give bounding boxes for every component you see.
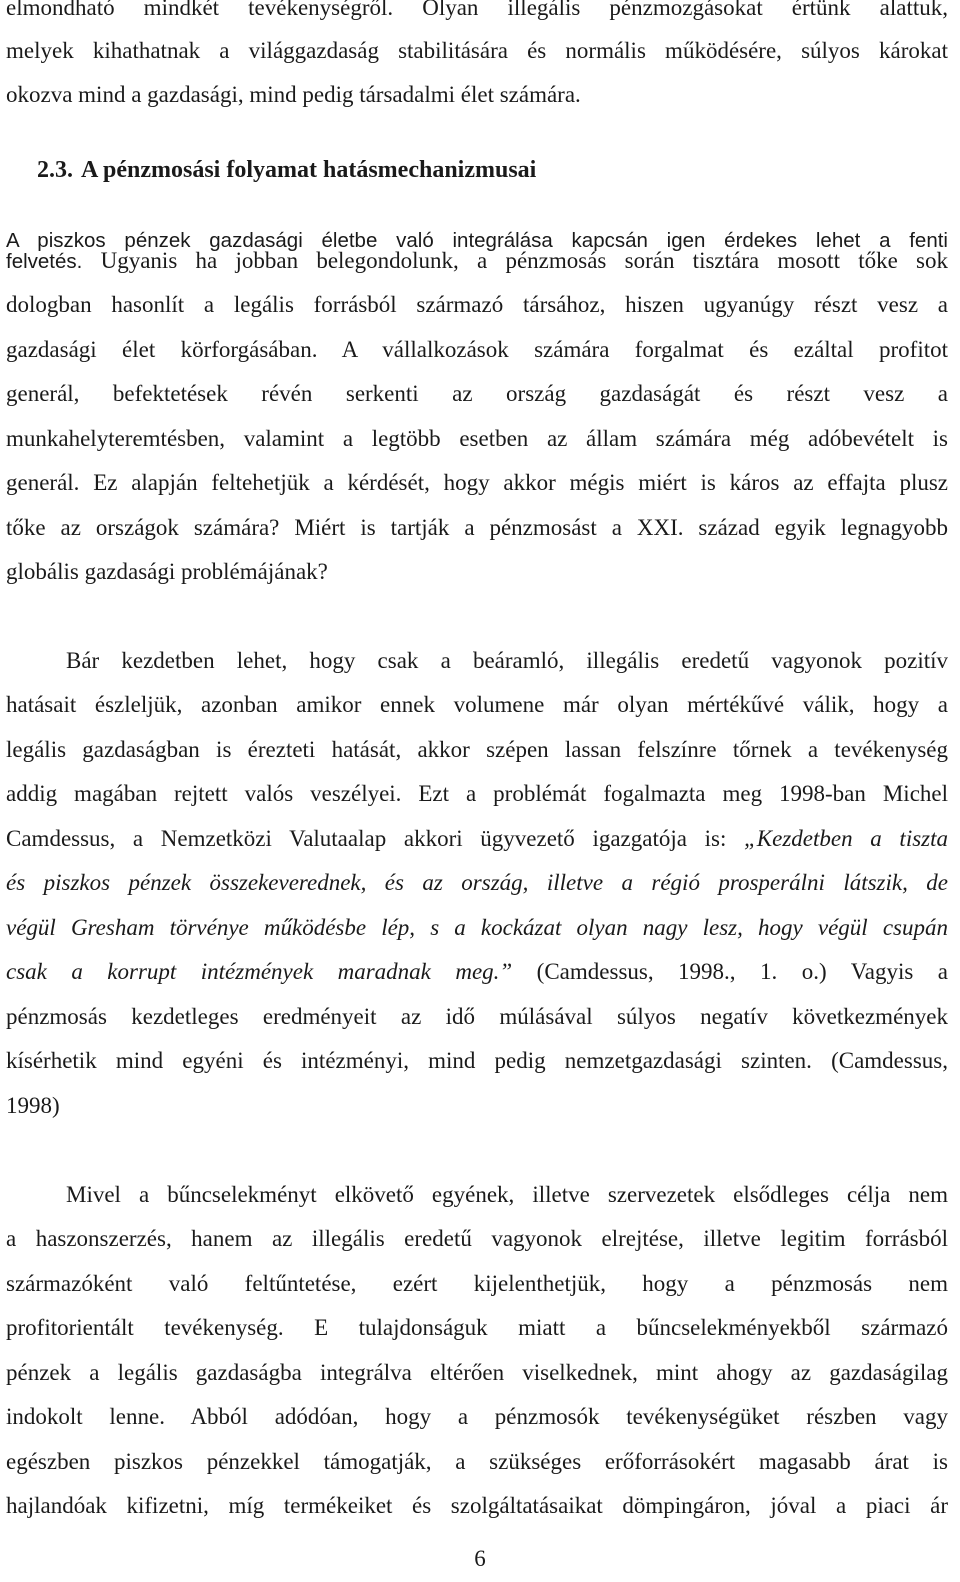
quote-text: „Kezdetben a tiszta	[744, 826, 949, 851]
text-line: pénzek a legális gazdaságba integrálva eltérően viselkednek, mint ahogy az gazdaságilag	[6, 1360, 948, 1385]
text-line: Bár kezdetben lehet, hogy csak a beáramló, illegális eredetű vagyonok pozitív	[66, 648, 948, 673]
text-line: generál, befektetések révén serkenti az ország gazdaságát és részt vesz a	[6, 381, 948, 406]
text-line	[6, 868, 948, 898]
text-fragment: felvetés.	[6, 250, 83, 273]
text-line: profitorientált tevékenység. E tulajdonságuk miatt a bűncselekményekből származó	[6, 1315, 948, 1340]
text-line	[6, 824, 948, 854]
text-line: pénzmosás kezdetleges eredményeit az idő múlásával súlyos negatív következmények	[6, 1004, 948, 1029]
text-line: dologban hasonlít a legális forrásból származó társához, hiszen ugyanúgy részt vesz a	[6, 292, 948, 317]
quote-text: és piszkos pénzek összekeverednek, és az ország, illetve a régió prosperálni látszik, de	[6, 870, 948, 895]
text-fragment: Camdessus, a Nemzetközi Valutaalap akkori ügyvezető igazgatója is:	[6, 826, 745, 851]
text-line: globális gazdasági problémájának?	[6, 559, 328, 584]
page-number: 6	[474, 1546, 486, 1571]
text-line	[6, 246, 948, 277]
text-line: tőke az országok számára? Miért is tartják a pénzmosást a XXI. század egyik legnagyobb	[6, 515, 948, 540]
text-line: a haszonszerzés, hanem az illegális eredetű vagyonok elrejtése, illetve legitim forrásból	[6, 1226, 948, 1251]
text-line: melyek kihathatnak a világgazdaság stabilitására és normális működésére, súlyos károkat	[6, 38, 948, 63]
text-fragment: Ugyanis ha jobban belegondolunk, a pénzmosás során tisztára mosott tőke sok	[100, 248, 949, 273]
text-line	[6, 913, 948, 943]
text-line: egészben piszkos pénzekkel támogatják, a szükséges erőforrásokért magasabb árat is	[6, 1449, 948, 1474]
citation: (Camdessus, 1998., 1. o.) Vagyis a	[512, 959, 948, 984]
text-line: gazdasági élet körforgásában. A vállalkozások számára forgalmat és ezáltal profitot	[6, 337, 948, 362]
text-line: elmondható mindkét tevékenységről. Olyan illegális pénzmozgásokat értünk alattuk,	[6, 0, 948, 20]
text-line: generál. Ez alapján feltehetjük a kérdését, hogy akkor mégis miért is káros az effajta plusz	[6, 470, 948, 495]
section-heading	[37, 154, 536, 186]
text-line: A piszkos pénzek gazdasági életbe való integrálása kapcsán igen érdekes lehet a fenti	[6, 229, 948, 252]
section-title: A pénzmosási folyamat hatásmechanizmusai	[81, 157, 537, 183]
text-line: legális gazdaságban is érezteti hatását, akkor szépen lassan felszínre tőrnek a tevékenység	[6, 737, 948, 762]
text-line: indokolt lenne. Abból adódóan, hogy a pénzmosók tevékenységüket részben vagy	[6, 1404, 948, 1429]
quote-text: csak a korrupt intézmények maradnak meg.”	[6, 959, 513, 984]
quote-text: végül Gresham törvénye működésbe lép, s a kockázat olyan nagy lesz, hogy végül csupán	[6, 915, 948, 940]
text-line: munkahelyteremtésben, valamint a legtöbb esetben az állam számára még adóbevételt is	[6, 426, 948, 451]
text-line: hajlandóak kifizetni, míg termékeiket és szolgáltatásaikat dömpingáron, jóval a piaci ár	[6, 1493, 948, 1518]
text-line: 1998)	[6, 1093, 60, 1118]
text-line: Mivel a bűncselekményt elkövető egyének, illetve szervezetek elsődleges célja nem	[66, 1182, 948, 1207]
section-number: 2.3.	[37, 157, 73, 183]
text-line: addig magában rejtett valós veszélyei. Ezt a problémát fogalmazta meg 1998-ban Michel	[6, 781, 948, 806]
text-line: okozva mind a gazdasági, mind pedig társadalmi élet számára.	[6, 82, 581, 107]
text-line	[6, 957, 948, 987]
text-line: kísérhetik mind egyéni és intézményi, mind pedig nemzetgazdasági szinten. (Camdessus,	[6, 1048, 948, 1073]
text-line: származóként való feltűntetése, ezért kijelenthetjük, hogy a pénzmosás nem	[6, 1271, 948, 1296]
text-line: hatásait észleljük, azonban amikor ennek volumene már olyan mértékűvé válik, hogy a	[6, 692, 948, 717]
